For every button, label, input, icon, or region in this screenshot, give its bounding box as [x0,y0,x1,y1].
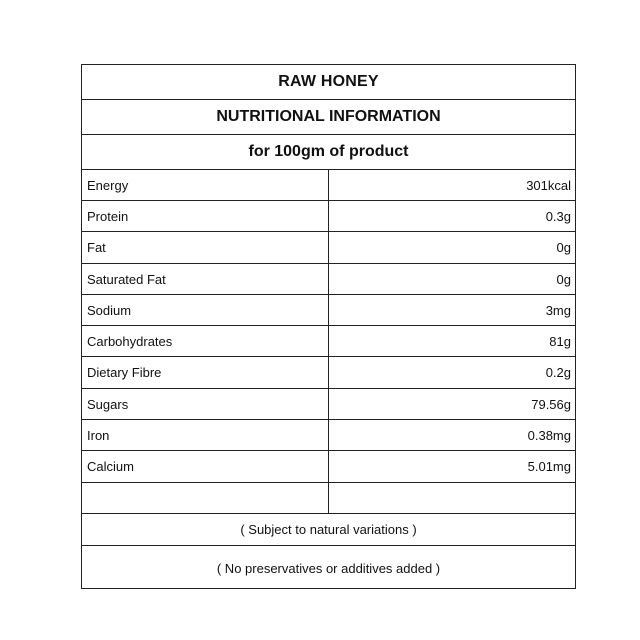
nutrition-table [81,64,576,589]
nutrient-name: Saturated Fat [82,264,329,294]
nutrient-name: Fat [82,232,329,263]
nutrient-name: Sodium [82,295,329,325]
additives-note: ( No preservatives or additives added ) [216,560,441,576]
nutrient-row-energy [82,170,575,201]
nutrient-value: 79.56g [531,396,571,412]
variation-note: ( Subject to natural variations ) [82,514,575,546]
nutrient-row-iron [82,420,575,451]
nutrient-name: Sugars [82,389,329,419]
nutrient-name: Protein [82,201,329,231]
nutrient-row-sodium [82,295,575,326]
nutrient-row-carbohydrates [82,326,575,357]
nutrient-value: 81g [549,333,571,349]
empty-row [82,483,575,514]
nutrient-row-protein [82,201,575,232]
table-heading: NUTRITIONAL INFORMATION [82,100,575,135]
nutrient-value: 0.38mg [527,427,571,443]
product-title: RAW HONEY [82,65,575,100]
nutrient-name: Energy [82,170,329,200]
serving-size: for 100gm of product [82,135,575,170]
nutrient-value: 0.3g [545,208,571,224]
nutrient-value: 301kcal [526,177,571,193]
nutrient-row-saturated-fat [82,264,575,295]
nutrient-name: Carbohydrates [82,326,329,356]
nutrient-row-sugars [82,389,575,420]
nutrient-name: Dietary Fibre [82,357,329,388]
nutrient-name: Calcium [82,451,329,482]
nutrient-row-fat [82,232,575,264]
empty-cell [82,483,329,513]
nutrient-row-dietary-fibre [82,357,575,389]
nutrient-value: 0.2g [545,365,571,380]
nutrient-row-calcium [82,451,575,483]
nutrient-value: 0g [556,240,571,255]
nutrient-value: 5.01mg [527,459,571,474]
empty-cell [329,483,575,513]
nutrient-value: 0g [556,271,571,287]
nutrient-value: 3mg [545,302,571,318]
nutrient-name: Iron [82,420,329,450]
